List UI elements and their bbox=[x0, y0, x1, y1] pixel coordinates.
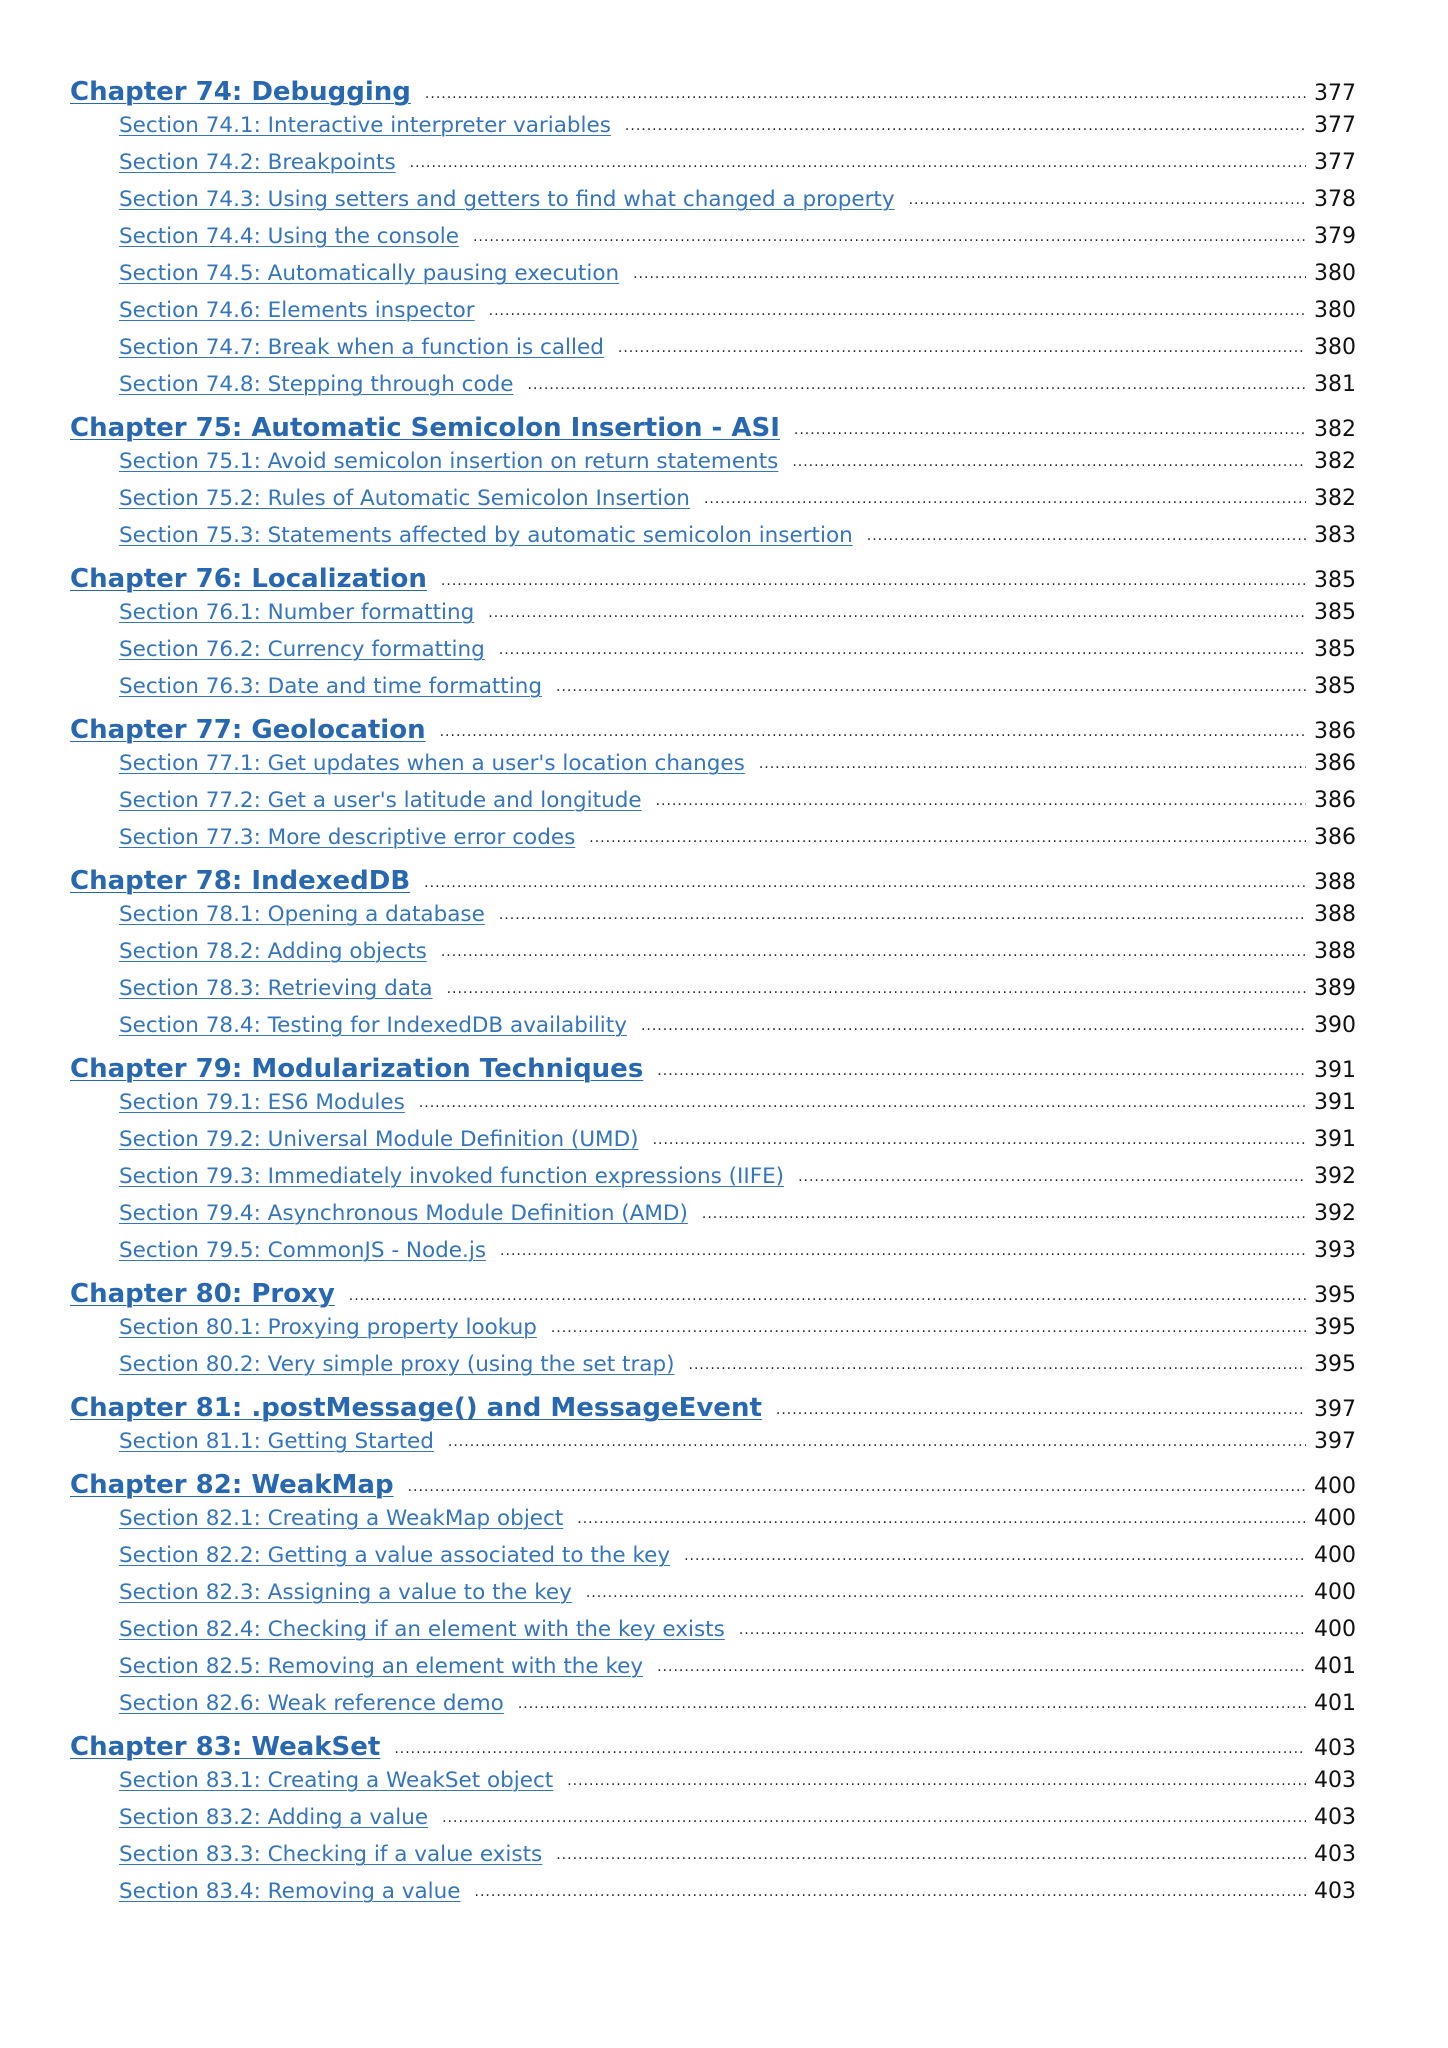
section-link[interactable]: Section 77.2: Get a user's latitude and longitude bbox=[119, 788, 642, 813]
section-link[interactable]: Section 79.1: ES6 Modules bbox=[119, 1090, 405, 1115]
toc-section-entry[interactable] bbox=[70, 1805, 1356, 1842]
page-number: 382 bbox=[1314, 449, 1356, 474]
page-number: 380 bbox=[1314, 261, 1356, 286]
section-link[interactable]: Section 74.6: Elements inspector bbox=[119, 298, 475, 323]
dot-leader bbox=[425, 86, 1306, 102]
page-number: 386 bbox=[1314, 719, 1356, 744]
section-link[interactable]: Section 82.2: Getting a value associated to the key bbox=[119, 1543, 671, 1568]
chapter-link[interactable]: Chapter 83: WeakSet bbox=[70, 1732, 381, 1762]
page-number: 403 bbox=[1314, 1805, 1356, 1830]
toc-section-entry[interactable] bbox=[70, 1842, 1356, 1879]
section-link[interactable]: Section 78.1: Opening a database bbox=[119, 902, 485, 927]
page-number: 385 bbox=[1314, 568, 1356, 593]
dot-leader bbox=[759, 756, 1306, 772]
dot-leader bbox=[794, 422, 1306, 438]
section-link[interactable]: Section 79.3: Immediately invoked function expressions (IIFE) bbox=[119, 1164, 785, 1189]
page-number: 380 bbox=[1314, 298, 1356, 323]
toc-section-entry[interactable] bbox=[70, 1090, 1356, 1127]
toc-section-entry[interactable] bbox=[70, 1543, 1356, 1580]
dot-leader bbox=[442, 1810, 1306, 1826]
page-number: 391 bbox=[1314, 1090, 1356, 1115]
dot-leader bbox=[475, 1884, 1306, 1900]
toc-section-entry[interactable] bbox=[70, 1013, 1356, 1050]
section-link[interactable]: Section 74.8: Stepping through code bbox=[119, 372, 514, 397]
dot-leader bbox=[909, 192, 1306, 208]
section-link[interactable]: Section 75.2: Rules of Automatic Semicolon Insertion bbox=[119, 486, 690, 511]
toc-chapter-entry[interactable] bbox=[70, 560, 1356, 600]
toc-section-entry[interactable] bbox=[70, 1315, 1356, 1352]
section-link[interactable]: Section 78.3: Retrieving data bbox=[119, 976, 433, 1001]
page-number: 385 bbox=[1314, 674, 1356, 699]
dot-leader bbox=[528, 377, 1306, 393]
section-link[interactable]: Section 74.2: Breakpoints bbox=[119, 150, 396, 175]
section-link[interactable]: Section 74.7: Break when a function is called bbox=[119, 335, 604, 360]
dot-leader bbox=[489, 303, 1306, 319]
section-link[interactable]: Section 77.3: More descriptive error codes bbox=[119, 825, 576, 850]
toc-section-entry[interactable] bbox=[70, 1691, 1356, 1728]
toc-chapter-entry[interactable] bbox=[70, 409, 1356, 449]
toc-section-entry[interactable] bbox=[70, 1879, 1356, 1916]
section-link[interactable]: Section 77.1: Get updates when a user's location changes bbox=[119, 751, 745, 776]
page-number: 392 bbox=[1314, 1201, 1356, 1226]
page-number: 386 bbox=[1314, 825, 1356, 850]
chapter-link[interactable]: Chapter 80: Proxy bbox=[70, 1279, 335, 1309]
table-of-contents bbox=[70, 73, 1356, 1916]
chapter-link[interactable]: Chapter 78: IndexedDB bbox=[70, 866, 411, 896]
page-number: 380 bbox=[1314, 335, 1356, 360]
toc-section-entry[interactable] bbox=[70, 751, 1356, 788]
toc-section-entry[interactable] bbox=[70, 1768, 1356, 1805]
section-link[interactable]: Section 80.2: Very simple proxy (using the set trap) bbox=[119, 1352, 675, 1377]
page-number: 391 bbox=[1314, 1127, 1356, 1152]
dot-leader bbox=[702, 1206, 1306, 1222]
page-number: 395 bbox=[1314, 1315, 1356, 1340]
dot-leader bbox=[441, 573, 1306, 589]
page-number: 397 bbox=[1314, 1397, 1356, 1422]
toc-section-entry[interactable] bbox=[70, 486, 1356, 523]
page-number: 379 bbox=[1314, 224, 1356, 249]
section-link[interactable]: Section 78.2: Adding objects bbox=[119, 939, 427, 964]
page-number: 382 bbox=[1314, 417, 1356, 442]
page-number: 388 bbox=[1314, 902, 1356, 927]
page-number: 386 bbox=[1314, 788, 1356, 813]
dot-leader bbox=[499, 642, 1306, 658]
toc-section-entry[interactable] bbox=[70, 1352, 1356, 1389]
page-number: 400 bbox=[1314, 1506, 1356, 1531]
toc-section-entry[interactable] bbox=[70, 788, 1356, 825]
page-number: 391 bbox=[1314, 1058, 1356, 1083]
toc-section-entry[interactable] bbox=[70, 976, 1356, 1013]
dot-leader bbox=[656, 793, 1306, 809]
toc-section-entry[interactable] bbox=[70, 1164, 1356, 1201]
page-number: 382 bbox=[1314, 486, 1356, 511]
dot-leader bbox=[410, 155, 1306, 171]
toc-chapter-entry[interactable] bbox=[70, 1728, 1356, 1768]
toc-section-entry[interactable] bbox=[70, 261, 1356, 298]
page-number: 392 bbox=[1314, 1164, 1356, 1189]
dot-leader bbox=[653, 1132, 1306, 1148]
page-number: 383 bbox=[1314, 523, 1356, 548]
dot-leader bbox=[567, 1773, 1306, 1789]
toc-section-entry[interactable] bbox=[70, 523, 1356, 560]
dot-leader bbox=[448, 1434, 1306, 1450]
dot-leader bbox=[419, 1095, 1306, 1111]
page-number: 378 bbox=[1314, 187, 1356, 212]
page-number: 400 bbox=[1314, 1580, 1356, 1605]
section-link[interactable]: Section 74.5: Automatically pausing execution bbox=[119, 261, 620, 286]
section-link[interactable]: Section 83.4: Removing a value bbox=[119, 1879, 461, 1904]
toc-section-entry[interactable] bbox=[70, 1617, 1356, 1654]
dot-leader bbox=[556, 679, 1306, 695]
toc-section-entry[interactable] bbox=[70, 1580, 1356, 1617]
toc-chapter-entry[interactable] bbox=[70, 862, 1356, 902]
section-link[interactable]: Section 82.5: Removing an element with the key bbox=[119, 1654, 644, 1679]
toc-section-entry[interactable] bbox=[70, 150, 1356, 187]
toc-section-entry[interactable] bbox=[70, 1506, 1356, 1543]
page-number: 390 bbox=[1314, 1013, 1356, 1038]
chapter-link[interactable]: Chapter 77: Geolocation bbox=[70, 715, 426, 745]
toc-section-entry[interactable] bbox=[70, 298, 1356, 335]
dot-leader bbox=[586, 1585, 1306, 1601]
section-link[interactable]: Section 82.4: Checking if an element with the key exists bbox=[119, 1617, 725, 1642]
dot-leader bbox=[424, 875, 1306, 891]
section-link[interactable]: Section 79.4: Asynchronous Module Definition (AMD) bbox=[119, 1201, 688, 1226]
dot-leader bbox=[551, 1320, 1306, 1336]
chapter-link[interactable]: Chapter 76: Localization bbox=[70, 564, 427, 594]
dot-leader bbox=[792, 454, 1306, 470]
toc-section-entry[interactable] bbox=[70, 825, 1356, 862]
section-link[interactable]: Section 82.3: Assigning a value to the key bbox=[119, 1580, 572, 1605]
page-number: 400 bbox=[1314, 1474, 1356, 1499]
page-number: 400 bbox=[1314, 1543, 1356, 1568]
section-link[interactable]: Section 74.4: Using the console bbox=[119, 224, 459, 249]
dot-leader bbox=[349, 1288, 1306, 1304]
dot-leader bbox=[447, 981, 1306, 997]
chapter-link[interactable]: Chapter 75: Automatic Semicolon Insertion - ASI bbox=[70, 413, 780, 443]
chapter-link[interactable]: Chapter 81: .postMessage() and MessageEvent bbox=[70, 1393, 762, 1423]
section-link[interactable]: Section 80.1: Proxying property lookup bbox=[119, 1315, 537, 1340]
dot-leader bbox=[394, 1741, 1306, 1757]
chapter-link[interactable]: Chapter 74: Debugging bbox=[70, 77, 411, 107]
toc-section-entry[interactable] bbox=[70, 224, 1356, 261]
dot-leader bbox=[556, 1847, 1306, 1863]
section-link[interactable]: Section 74.3: Using setters and getters to find what changed a property bbox=[119, 187, 895, 212]
page-number: 401 bbox=[1314, 1691, 1356, 1716]
toc-chapter-entry[interactable] bbox=[70, 1389, 1356, 1429]
page-number: 397 bbox=[1314, 1429, 1356, 1454]
dot-leader bbox=[684, 1548, 1306, 1564]
page-number: 403 bbox=[1314, 1768, 1356, 1793]
dot-leader bbox=[867, 528, 1306, 544]
page-number: 377 bbox=[1314, 81, 1356, 106]
toc-section-entry[interactable] bbox=[70, 449, 1356, 486]
section-link[interactable]: Section 83.2: Adding a value bbox=[119, 1805, 429, 1830]
toc-section-entry[interactable] bbox=[70, 600, 1356, 637]
toc-section-entry[interactable] bbox=[70, 372, 1356, 409]
toc-chapter-entry[interactable] bbox=[70, 1466, 1356, 1506]
section-link[interactable]: Section 76.1: Number formatting bbox=[119, 600, 475, 625]
page-number: 386 bbox=[1314, 751, 1356, 776]
dot-leader bbox=[657, 1659, 1306, 1675]
section-link[interactable]: Section 74.1: Interactive interpreter variables bbox=[119, 113, 611, 138]
section-link[interactable]: Section 79.5: CommonJS - Node.js bbox=[119, 1238, 487, 1263]
section-link[interactable]: Section 79.2: Universal Module Definition (UMD) bbox=[119, 1127, 639, 1152]
page-number: 403 bbox=[1314, 1842, 1356, 1867]
dot-leader bbox=[657, 1063, 1306, 1079]
dot-leader bbox=[440, 724, 1306, 740]
toc-section-entry[interactable] bbox=[70, 1654, 1356, 1691]
toc-chapter-entry[interactable] bbox=[70, 1275, 1356, 1315]
dot-leader bbox=[499, 907, 1306, 923]
page-number: 401 bbox=[1314, 1654, 1356, 1679]
dot-leader bbox=[776, 1402, 1306, 1418]
page-number: 377 bbox=[1314, 113, 1356, 138]
dot-leader bbox=[473, 229, 1306, 245]
dot-leader bbox=[408, 1479, 1306, 1495]
dot-leader bbox=[689, 1357, 1306, 1373]
page-number: 389 bbox=[1314, 976, 1356, 1001]
toc-section-entry[interactable] bbox=[70, 1127, 1356, 1164]
dot-leader bbox=[798, 1169, 1306, 1185]
chapter-link[interactable]: Chapter 79: Modularization Techniques bbox=[70, 1054, 644, 1084]
page-number: 381 bbox=[1314, 372, 1356, 397]
toc-chapter-entry[interactable] bbox=[70, 1050, 1356, 1090]
dot-leader bbox=[518, 1696, 1306, 1712]
dot-leader bbox=[441, 944, 1306, 960]
page-number: 395 bbox=[1314, 1283, 1356, 1308]
dot-leader bbox=[739, 1622, 1306, 1638]
toc-section-entry[interactable] bbox=[70, 674, 1356, 711]
toc-section-entry[interactable] bbox=[70, 902, 1356, 939]
toc-section-entry[interactable] bbox=[70, 939, 1356, 976]
toc-chapter-entry[interactable] bbox=[70, 711, 1356, 751]
section-link[interactable]: Section 78.4: Testing for IndexedDB availability bbox=[119, 1013, 627, 1038]
dot-leader bbox=[641, 1018, 1306, 1034]
dot-leader bbox=[633, 266, 1306, 282]
dot-leader bbox=[577, 1511, 1306, 1527]
toc-section-entry[interactable] bbox=[70, 1429, 1356, 1466]
toc-section-entry[interactable] bbox=[70, 637, 1356, 674]
dot-leader bbox=[618, 340, 1306, 356]
section-link[interactable]: Section 75.1: Avoid semicolon insertion on return statements bbox=[119, 449, 779, 474]
toc-section-entry[interactable] bbox=[70, 335, 1356, 372]
page-number: 395 bbox=[1314, 1352, 1356, 1377]
toc-section-entry[interactable] bbox=[70, 1238, 1356, 1275]
section-link[interactable]: Section 76.3: Date and time formatting bbox=[119, 674, 542, 699]
toc-section-entry[interactable] bbox=[70, 187, 1356, 224]
page-number: 400 bbox=[1314, 1617, 1356, 1642]
dot-leader bbox=[488, 605, 1306, 621]
page-number: 377 bbox=[1314, 150, 1356, 175]
section-link[interactable]: Section 82.6: Weak reference demo bbox=[119, 1691, 504, 1716]
dot-leader bbox=[625, 118, 1306, 134]
section-link[interactable]: Section 76.2: Currency formatting bbox=[119, 637, 485, 662]
page-number: 393 bbox=[1314, 1238, 1356, 1263]
page-number: 388 bbox=[1314, 939, 1356, 964]
dot-leader bbox=[500, 1243, 1306, 1259]
toc-section-entry[interactable] bbox=[70, 113, 1356, 150]
toc-section-entry[interactable] bbox=[70, 1201, 1356, 1238]
page-number: 385 bbox=[1314, 637, 1356, 662]
page-number: 385 bbox=[1314, 600, 1356, 625]
section-link[interactable]: Section 83.1: Creating a WeakSet object bbox=[119, 1768, 554, 1793]
page-number: 388 bbox=[1314, 870, 1356, 895]
section-link[interactable]: Section 82.1: Creating a WeakMap object bbox=[119, 1506, 564, 1531]
page-number: 403 bbox=[1314, 1736, 1356, 1761]
section-link[interactable]: Section 83.3: Checking if a value exists bbox=[119, 1842, 543, 1867]
section-link[interactable]: Section 75.3: Statements affected by automatic semicolon insertion bbox=[119, 523, 853, 548]
chapter-link[interactable]: Chapter 82: WeakMap bbox=[70, 1470, 394, 1500]
dot-leader bbox=[589, 830, 1306, 846]
page-number: 403 bbox=[1314, 1879, 1356, 1904]
dot-leader bbox=[704, 491, 1306, 507]
section-link[interactable]: Section 81.1: Getting Started bbox=[119, 1429, 434, 1454]
toc-chapter-entry[interactable] bbox=[70, 73, 1356, 113]
